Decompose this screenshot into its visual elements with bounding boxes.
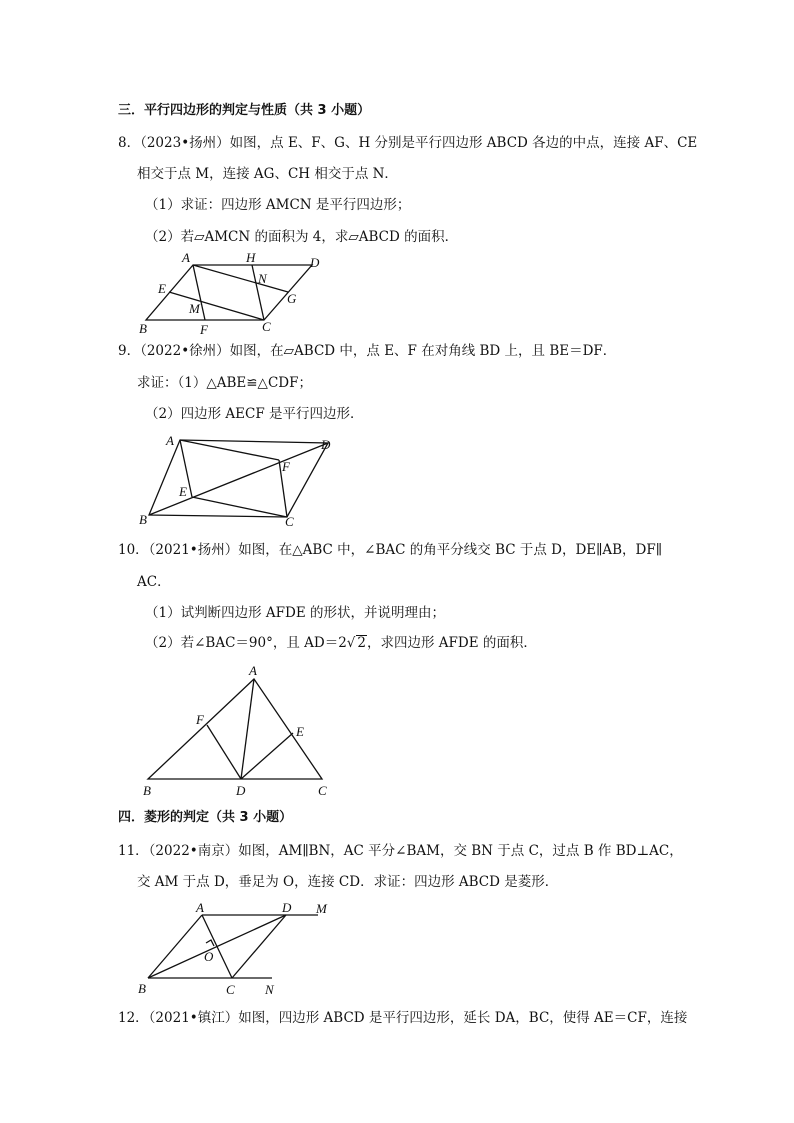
q10-part1: （1）试判断四边形 AFDE 的形状，并说明理由； <box>145 605 445 621</box>
q10-label-e: E <box>296 724 304 739</box>
q10-stem-line2: AC． <box>137 574 171 590</box>
q11-stem-line1: 11．（2022•南京）如图，AM∥BN，AC 平分∠BAM，交 BN 于点 C，过点 B 作 BD⊥AC， <box>118 843 683 859</box>
q9-part2: （2）四边形 AECF 是平行四边形． <box>145 406 364 422</box>
q10-part2-text: （2）若∠BAC＝90°，且 AD＝2 <box>145 635 347 651</box>
q8-label-n: N <box>258 271 267 286</box>
q9-label-c: C <box>285 514 294 529</box>
q11-stem-line2: 交 AM 于点 D，垂足为 O，连接 CD．求证：四边形 ABCD 是菱形． <box>137 874 559 890</box>
section4-heading: 四．菱形的判定（共 3 小题） <box>118 810 293 825</box>
q8-label-d: D <box>310 255 320 270</box>
q10-label-d: D <box>236 783 246 798</box>
q9-label-f: F <box>282 459 290 474</box>
q10-label-b: B <box>143 783 151 798</box>
q10-label-f: F <box>196 712 204 727</box>
q11-label-d: D <box>282 900 292 915</box>
q11-segment-cd <box>232 915 286 978</box>
q10-part2-text-end: ，求四边形 AFDE 的面积． <box>367 635 537 651</box>
q8-label-b: B <box>139 321 147 336</box>
q11-label-o: O <box>204 949 214 964</box>
q9-part1: 求证：（1）△ABE≌△CDF； <box>137 375 312 391</box>
section3-heading: 三．平行四边形的判定与性质（共 3 小题） <box>118 103 371 118</box>
q9-label-e: E <box>179 484 187 499</box>
q9-stem-line1: 9．（2022•徐州）如图，在▱ABCD 中，点 E、F 在对角线 BD 上，且 BE＝DF． <box>118 343 617 359</box>
q8-label-a: A <box>182 250 190 265</box>
q10-label-a: A <box>249 663 257 678</box>
q11-label-n: N <box>265 982 274 997</box>
q10-sqrt-sign: √ <box>346 635 356 651</box>
q8-part1: （1）求证：四边形 AMCN 是平行四边形； <box>145 197 411 213</box>
q8-label-h: H <box>246 250 256 265</box>
q11-label-b: B <box>138 981 146 996</box>
q10-sqrt-radicand: 2 <box>357 635 366 651</box>
q11-right-angle-mark <box>206 940 214 946</box>
q9-label-d: D <box>321 437 331 452</box>
q11-label-c: C <box>226 982 235 997</box>
q8-stem-line1: 8．（2023•扬州）如图，点 E、F、G、H 分别是平行四边形 ABCD 各边的中点，连接 AF、CE <box>118 135 698 151</box>
q8-label-m: M <box>189 301 200 316</box>
q10-label-c: C <box>318 783 327 798</box>
q11-segment-ab <box>148 915 202 978</box>
q8-label-e: E <box>158 281 166 296</box>
q11-segment-bd <box>148 915 286 978</box>
q10-stem-line1: 10．（2021•扬州）如图，在△ABC 中，∠BAC 的角平分线交 BC 于点 D，DE∥AB，DF∥ <box>118 542 662 558</box>
q11-label-a: A <box>196 900 204 915</box>
q8-stem-line2: 相交于点 M，连接 AG、CH 相交于点 N． <box>137 166 398 182</box>
q8-label-g: G <box>287 291 297 306</box>
q12-stem-line1: 12．（2021•镇江）如图，四边形 ABCD 是平行四边形，延长 DA，BC，使得 AE＝CF，连接 <box>118 1010 688 1026</box>
q8-label-c: C <box>262 319 271 334</box>
q9-label-a: A <box>166 433 174 448</box>
q11-label-m: M <box>316 901 327 916</box>
q8-label-f: F <box>200 322 208 337</box>
q8-part2: （2）若▱AMCN 的面积为 4，求▱ABCD 的面积． <box>145 229 459 245</box>
q9-label-b: B <box>139 512 147 527</box>
